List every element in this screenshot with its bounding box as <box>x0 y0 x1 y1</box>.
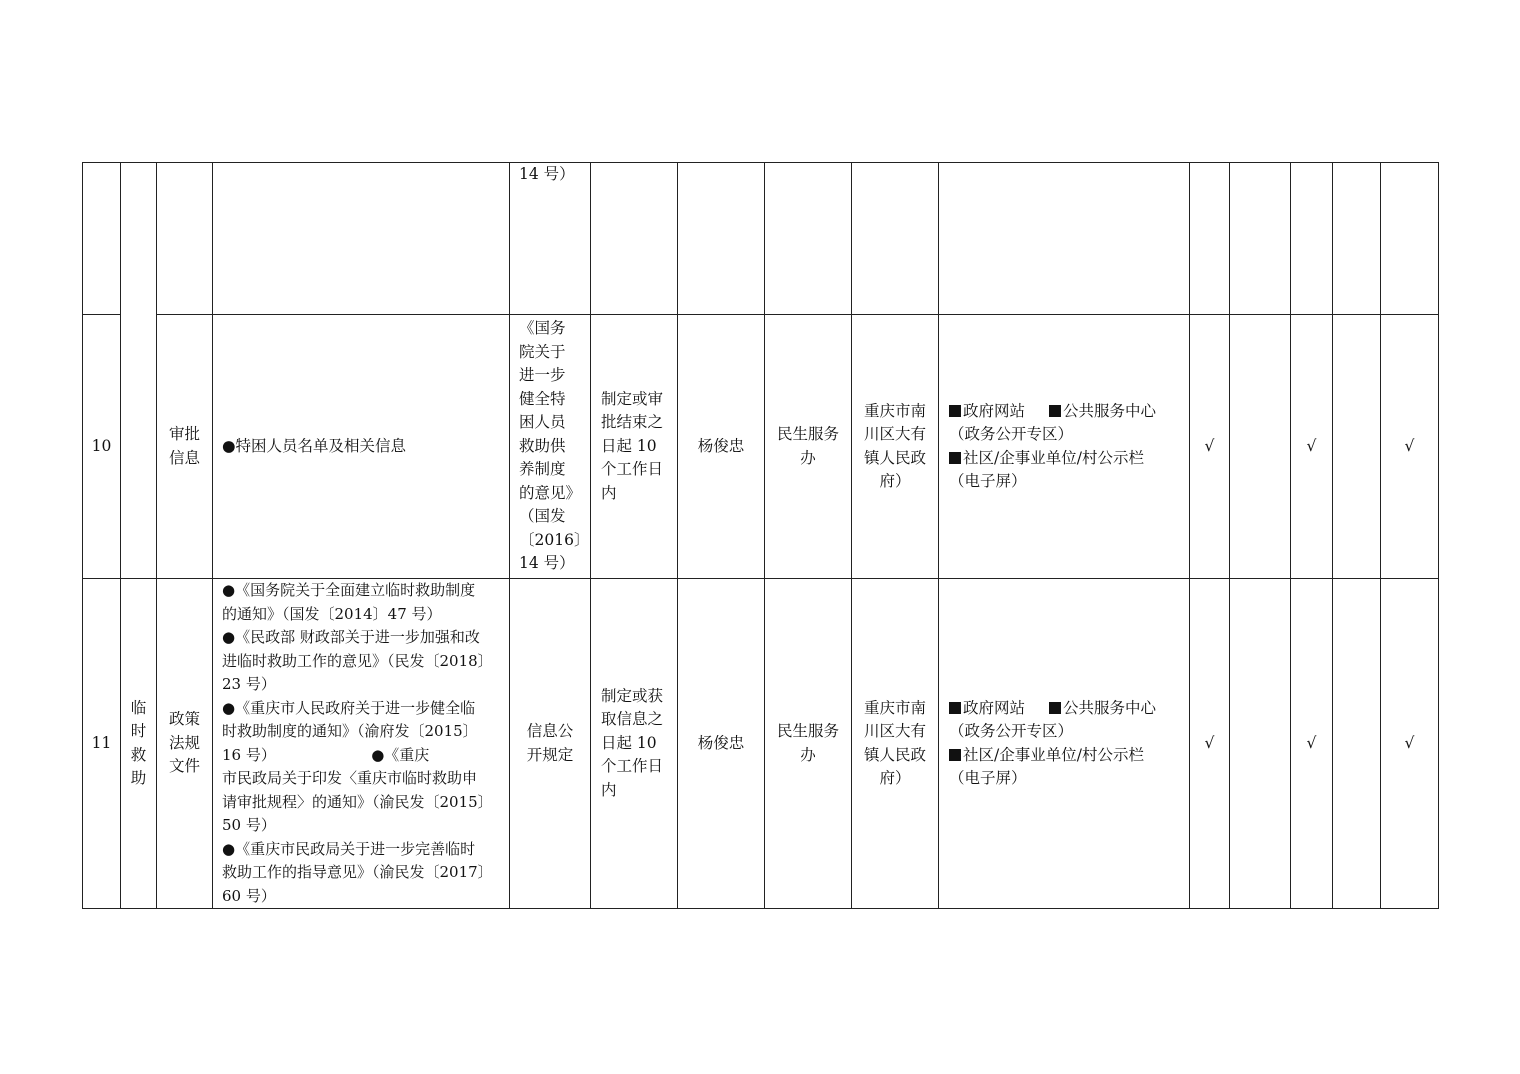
item-line: 的通知》（国发〔2014〕47 号） <box>222 604 442 623</box>
subject-cell <box>852 315 939 579</box>
check-cell-empty <box>1291 163 1333 315</box>
basis-cell-tail <box>510 163 591 315</box>
item-line: 救助工作的指导意见》（渝民发〔2017〕 <box>222 863 493 881</box>
checkmark-icon: √ <box>1204 733 1215 752</box>
subject-cell-empty <box>852 163 939 315</box>
channel-note: （电子屏） <box>949 472 1027 490</box>
channel-label: 社区/企事业单位/村公示栏 <box>963 745 1144 764</box>
channel-item <box>949 744 1144 768</box>
table-row <box>83 315 1439 579</box>
check-cell <box>1291 579 1333 909</box>
subject-text: 重庆市南 川区大有 镇人民政 府） <box>863 698 926 787</box>
table-row <box>83 579 1439 909</box>
check-cell <box>1381 315 1439 579</box>
row-number: 10 <box>83 315 121 579</box>
time-limit-text: 制定或审 批结束之 日起 10 个工作日 内 <box>601 389 664 502</box>
item-line: 市民政局关于印发〈重庆市临时救助申 <box>222 769 478 787</box>
channel-note: （电子屏） <box>949 769 1027 787</box>
channel-item <box>1049 697 1156 721</box>
filled-square-icon <box>949 702 961 714</box>
subcategory-cell <box>157 579 213 909</box>
channel-label: 社区/企事业单位/村公示栏 <box>963 448 1144 467</box>
item-line: 请审批规程〉的通知》（渝民发〔2015〕 <box>222 792 493 811</box>
category-cell <box>121 579 157 909</box>
time-limit-cell <box>591 579 678 909</box>
responsible-person-cell <box>678 579 765 909</box>
filled-square-icon <box>1049 405 1061 417</box>
channel-label: 公共服务中心 <box>1063 698 1157 717</box>
department-cell <box>765 579 852 909</box>
basis-tail-text: 14 号） <box>519 165 575 183</box>
channel-label: 公共服务中心 <box>1063 401 1157 420</box>
category-text: 临 时 救 助 <box>130 698 147 787</box>
check-cell-empty <box>1333 315 1381 579</box>
subject-text: 重庆市南 川区大有 镇人民政 府） <box>863 401 926 490</box>
check-cell-empty <box>1230 163 1291 315</box>
channel-item <box>949 447 1144 471</box>
check-cell-empty <box>1230 579 1291 909</box>
basis-text: 《国务 院关于 进一步 健全特 困人员 救助供 养制度 的意见》 （国发 〔2016〕 14 号） <box>519 319 590 573</box>
channel-label: 政府网站 <box>963 401 1026 420</box>
filled-square-icon <box>949 452 961 464</box>
filled-square-icon <box>1049 702 1061 714</box>
number-cell-empty <box>83 163 121 315</box>
item-line: 16 号） ●《重庆 <box>222 745 430 764</box>
row-number: 11 <box>83 579 121 909</box>
channel-cell <box>939 579 1190 909</box>
check-cell-empty <box>1333 163 1381 315</box>
basis-text: 信息公 开规定 <box>526 722 574 764</box>
subcategory-cell-empty <box>157 163 213 315</box>
basis-cell <box>510 315 591 579</box>
channel-cell-empty <box>939 163 1190 315</box>
responsible-person-text: 杨俊忠 <box>697 733 745 752</box>
time-limit-cell <box>591 315 678 579</box>
item-line: 进临时救助工作的意见》（民发〔2018〕 <box>222 651 493 670</box>
time-limit-text: 制定或获 取信息之 日起 10 个工作日 内 <box>601 686 664 799</box>
responsible-person-text: 杨俊忠 <box>697 436 745 455</box>
item-cell <box>213 579 510 909</box>
subcategory-cell <box>157 315 213 579</box>
responsible-person-cell <box>678 315 765 579</box>
filled-square-icon <box>949 405 961 417</box>
channel-note: （政务公开专区） <box>949 425 1074 443</box>
check-cell-empty <box>1230 315 1291 579</box>
item-line: 60 号） <box>222 886 276 905</box>
channel-item <box>949 400 1025 424</box>
checkmark-icon: √ <box>1306 733 1317 752</box>
item-line: ●《重庆市民政局关于进一步完善临时 <box>222 839 476 858</box>
basis-cell <box>510 579 591 909</box>
department-cell <box>765 315 852 579</box>
check-cell <box>1190 579 1230 909</box>
item-line: ●《重庆市人民政府关于进一步健全临 <box>222 698 476 717</box>
channel-note: （政务公开专区） <box>949 722 1074 740</box>
check-cell-empty <box>1190 163 1230 315</box>
item-cell <box>213 315 510 579</box>
subject-cell <box>852 579 939 909</box>
checkmark-icon: √ <box>1306 436 1317 455</box>
item-line: ●《国务院关于全面建立临时救助制度 <box>222 581 476 599</box>
channel-cell <box>939 315 1190 579</box>
category-cell-empty <box>121 163 157 579</box>
checkmark-icon: √ <box>1404 733 1415 752</box>
item-text: ●特困人员名单及相关信息 <box>222 436 407 455</box>
department-cell-empty <box>765 163 852 315</box>
disclosure-table <box>82 162 1439 909</box>
check-cell-empty <box>1381 163 1439 315</box>
item-line: 时救助制度的通知》（渝府发〔2015〕 <box>222 722 478 740</box>
checkmark-icon: √ <box>1404 436 1415 455</box>
check-cell <box>1291 315 1333 579</box>
item-line: 50 号） <box>222 816 276 834</box>
channel-item <box>949 697 1025 721</box>
person-cell-empty <box>678 163 765 315</box>
department-text: 民生服务 办 <box>776 722 839 764</box>
department-text: 民生服务 办 <box>776 425 839 467</box>
subcategory-text: 政策 法规 文件 <box>168 710 200 776</box>
channel-item <box>1049 400 1156 424</box>
time-cell-empty <box>591 163 678 315</box>
item-line: ●《民政部 财政部关于进一步加强和改 <box>222 628 480 646</box>
check-cell <box>1190 315 1230 579</box>
check-cell-empty <box>1333 579 1381 909</box>
item-line: 23 号） <box>222 675 276 693</box>
filled-square-icon <box>949 749 961 761</box>
subcategory-text: 审批 信息 <box>168 425 200 467</box>
checkmark-icon: √ <box>1204 436 1215 455</box>
table-row-continuation <box>83 163 1439 315</box>
item-cell-empty <box>213 163 510 315</box>
channel-label: 政府网站 <box>963 698 1026 717</box>
check-cell <box>1381 579 1439 909</box>
